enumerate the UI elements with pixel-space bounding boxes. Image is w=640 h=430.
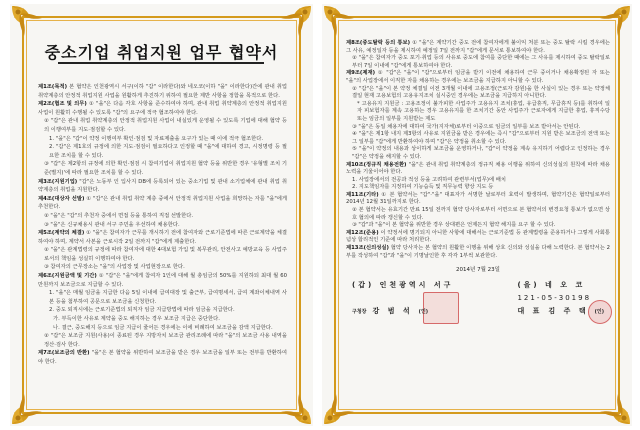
corner-ornament-icon bbox=[279, 392, 313, 426]
paragraph-text: "을"은 관내 취업 취약계층의 정규직 채용 이행을 위하여 신의성실의 원칙에 따라 채용노력을 기울이어야 한다. bbox=[346, 161, 610, 176]
article-paragraph bbox=[38, 349, 287, 366]
document-title: 중소기업 취업지원 업무 협약서 bbox=[44, 43, 279, 62]
article-heading: 제1조(목적) bbox=[38, 84, 67, 90]
clause-paragraph bbox=[38, 212, 287, 221]
paragraph-text: 2. 지도책임자를 지정하여 기능습득 및 직무능력 향상 지도 등 bbox=[352, 184, 494, 191]
clause-paragraph bbox=[38, 135, 287, 144]
clause-paragraph bbox=[38, 160, 287, 177]
paragraph-text: "을"은 본 협약을 위반하여 보조금을 받은 경우 보조금을 일부 또는 전부를 반환하여야 한다. bbox=[38, 350, 288, 365]
party-b-role: 대 표 bbox=[517, 307, 543, 316]
paragraph-text: "갑"은 노동부 인 입사지 DB에 등록되어 있는 중소기업 및 관내 소기업체에 관내 취업 취약계층의 취업을 지원한다. bbox=[38, 178, 287, 194]
title-underline bbox=[58, 62, 264, 64]
article-heading: 제11조(기타) bbox=[346, 191, 379, 198]
article-heading: 제9조(제재) bbox=[346, 70, 375, 77]
article-heading: 제5조(계약의 체결) bbox=[38, 230, 85, 237]
article-heading: 제6조(지원금액 및 기간) bbox=[38, 273, 97, 280]
clause-paragraph bbox=[38, 117, 287, 134]
agreement-page-2 bbox=[322, 4, 632, 426]
article-heading: 제13조(신의성실) bbox=[346, 245, 389, 252]
paragraph-text: 가. 부득이한 사유로 계약을 중도 해지하는 경우 보조금 지급은 중단한다. bbox=[53, 316, 220, 323]
corner-ornament-icon bbox=[322, 392, 356, 426]
paragraph-text: ② "을"은 "갑"의 추천자 중에서 면접 등을 통하여 직접 선발한다. bbox=[44, 212, 194, 219]
clause-paragraph bbox=[38, 143, 287, 160]
paragraph-text: ③ "갑"은 제2항의 규정에 의한 확인·점검 시 참여기업이 취업지원 협약 등을 위반한 경우 '유형별 조치 기준(별지)'에 따라 필요한 조치를 할 수 있다. bbox=[44, 161, 287, 176]
paragraph-text: ① "을"은 계약기간 중도 전에 참여자에게 불이익 처분 또는 중도 탈락 시킬 경우에는 그 사유, 예정일자 등을 제시하여 예정일 7일 전까지 "갑"에게 문서로 통보하여야 한다. bbox=[346, 40, 611, 54]
paragraph-text: 1. "을"은 "갑"이 약정 이행여부 확인·점검 및 자료제출을 요구가 있는 때 이에 적극 협조한다. bbox=[49, 135, 264, 142]
clause-paragraph bbox=[346, 86, 610, 101]
paragraph-text: 2. 중도 퇴직시에는 근로기준법의 퇴직자 임금 지급방법에 따라 임금을 지급한다. bbox=[49, 307, 235, 314]
clause-paragraph bbox=[38, 315, 287, 324]
corner-ornament-icon bbox=[10, 392, 44, 426]
article-paragraph bbox=[38, 195, 287, 212]
paragraph-text: ③ "을"은 신규채용시 관내 서구 주민을 우선하여 채용한다. bbox=[44, 221, 180, 228]
article-paragraph bbox=[346, 162, 610, 177]
clause-paragraph bbox=[38, 332, 287, 349]
article-heading: 제4조(대상자 선발) bbox=[38, 195, 85, 202]
party-a-signature bbox=[352, 280, 453, 317]
party-b-seal-mark: (인) bbox=[594, 309, 604, 316]
paragraph-text: ② 본 협약서는 유효기간 만료 15일 전까지 협약 당사자로부터 서면으로 본 협약서의 변경요청 통보가 없으면 상호 협의에 따라 갱신할 수 있다. bbox=[352, 207, 610, 221]
paragraph-text: 이 약정서에 명기되지 아니한 사항에 대해서는 근로기준법 등 관계법령을 준용하거나 그렇게 사회통념상 합리적인 기준에 따라 처리한다. bbox=[346, 229, 610, 244]
paragraph-text: ③ "갑"과 "을"이 본 협약을 위반한 경우 상대편은 언제든지 협약 해지를 요구 할 수 있다. bbox=[352, 222, 556, 229]
party-a-name: 강 범 석 bbox=[372, 307, 413, 316]
article-heading: 제8조(중도탈락 등의 통보) bbox=[346, 40, 411, 46]
clause-paragraph bbox=[38, 306, 287, 315]
article-paragraph bbox=[346, 230, 610, 245]
articles-body bbox=[346, 40, 610, 260]
article-paragraph bbox=[38, 229, 287, 246]
paragraph-text: 2. "갑"은 제1호의 규정에 의한 지도·점검이 필요하다고 인정할 때 "을"에 대하여 경고, 시정명령 등 필요한 조치를 할 수 있다. bbox=[49, 144, 287, 159]
signature-block bbox=[346, 280, 610, 317]
clause-paragraph bbox=[346, 207, 610, 222]
page-2-content bbox=[346, 40, 610, 317]
paragraph-text: ① "갑"은 "을"에게 참여자 1인에 대해 월 총임금의 50%를 지원하되 최대 월 60만원까지 보조금으로 지급할 수 있다. bbox=[38, 273, 287, 288]
paragraph-text: ② "을"은 참여자가 중도 포기·취업 등의 사유로 중도에 참여를 중단한 때에는 그 사유를 제시하여 중도 탈락일로부터 7일 이내에 "갑"에게 통보하여야 한다. bbox=[352, 55, 610, 69]
article-heading: 제7조(보조금의 반환) bbox=[38, 350, 90, 357]
party-b-organization: (을) 네 오 코 bbox=[517, 281, 586, 290]
articles-body bbox=[38, 83, 287, 367]
paragraph-text: 본 협약은 인천광역시 서구(이하 "갑" 이라한다)와 네오코(이하 "을" 이라한다)간에 관내 취업 취약계층의 안정적 취업지원 사업을 원활하게 추진하기 위하여 필요한 제반 사항을 정함을 목적으로 한다. bbox=[38, 84, 287, 99]
clause-paragraph bbox=[38, 221, 287, 230]
paragraph-text: ② "갑"은 "을"이 본 약정 체결일 이전 3개월 이내에 고용조정(근로자 감원)을 한 사실이 있는 경우 또는 약정체결일 현재 고용보험의 고용유지조치 실시중인 경우에는 보조금을 지급하지 아니한다. bbox=[352, 85, 610, 100]
article-paragraph bbox=[38, 272, 287, 289]
paragraph-text: ② "을"은 관계법령의 규정에 따라 참여자에 대한 4대보험 가입 및 복무관리, 안전사고 예방교육 등 사업주로서의 책임을 성실히 이행하여야 한다. bbox=[44, 247, 287, 262]
paragraph-text: 나. 결근, 중도해지 등으로 임금 지급이 줄어든 경우에는 이에 비례하여 보조금을 감액 지급한다. bbox=[53, 324, 273, 331]
corner-ornament-icon bbox=[10, 4, 44, 38]
clause-paragraph bbox=[346, 222, 610, 230]
corner-ornament-icon bbox=[598, 392, 632, 426]
paragraph-text: 1. 사업장에서의 전공과 적성 등을 고려하여 관련부서(업무)에 배치 bbox=[352, 176, 507, 183]
paragraph-text: 협약 당사자는 본 협약의 원활한 이행을 위해 상호 신의와 성실을 다해 노력한다. 본 협약서는 2부를 작성하여 "갑"과 "을"이 기명날인한 후 각각 1부씩 보관한다. bbox=[346, 245, 610, 259]
clause-paragraph bbox=[38, 289, 287, 306]
clause-paragraph bbox=[346, 131, 610, 146]
article-paragraph bbox=[346, 192, 610, 207]
article-heading: 제10조(정규직 채용전환) bbox=[346, 161, 407, 168]
article-paragraph bbox=[346, 245, 610, 260]
party-a-role: 구청장 bbox=[352, 309, 367, 316]
clause-paragraph bbox=[346, 146, 610, 161]
article-paragraph bbox=[346, 40, 610, 55]
signing-date: 2014년 7월 23일 bbox=[456, 267, 500, 274]
clause-paragraph bbox=[346, 101, 610, 124]
paragraph-text: ② "갑"은 보조금 지원(사용)이 종료된 경우 지방자치 보조금 관리조례에 따라 "을"의 보조금 사용 내역을 정산·검사 한다. bbox=[44, 333, 287, 348]
paragraph-text: ① "을"은 참여자가 근무를 개시하기 전에 참여자와 근로기준법에 따른 근로계약을 체결하여야 하며, 계약서 사본을 근로시작 2일 전까지 "갑"에게 제출한다. bbox=[38, 230, 287, 245]
paragraph-text: ④ "을"은 제1항 내지 제3항의 사유로 지원금을 받은 경우에는 즉시 "갑"으로부터 지원 받은 보조금의 전액 또는 그 일부를 "갑"에게 반환하여야 하며 "갑"은 약정을 취소할 수 있다. bbox=[352, 131, 610, 145]
clause-paragraph bbox=[346, 55, 610, 70]
party-b-name: 김 주 택 bbox=[548, 307, 589, 316]
paragraph-text: ① "을"은 다음 각호 사항을 준수하여야 하며, 관내 취업 취약계층의 안정적 취업지원 사업이 원활히 수행될 수 있도록 "갑"의 요구에 적극 협조하여야 한다. bbox=[38, 101, 287, 116]
party-b-registration-number: 121-05-30198 bbox=[517, 294, 592, 303]
article-paragraph bbox=[346, 70, 610, 85]
article-heading: 제3조(지원기업) bbox=[38, 178, 78, 185]
article-heading: 제12조(준용) bbox=[346, 229, 379, 236]
clause-paragraph bbox=[346, 184, 610, 192]
paragraph-text: * 고용유지 지원금 : 고용조정이 불가피한 사업주가 고용유지 조치(휴업, 유급휴직, 무급휴직 등)를 취하여 일자 피보험자를 계속 고용하는 경우 고용유지를 한 조치기간 동안 사업주가 근로자에게 지급한 휴업, 휴직수당 또는 임금의 일부를 지원받는 제도 bbox=[357, 100, 610, 122]
paragraph-text: ⑤ "을"이 약정의 내용과 상이하게 보조금을 운영하거나, "갑"이 약정을 계속 유지하기 어렵다고 인정하는 경우 "갑"은 약정을 해지할 수 있다. bbox=[352, 146, 610, 160]
paragraph-text: ① 본 협약서는 "갑"·"을" 대표자가 서명한 날로부터 효력이 발생하며, 협약기간은 협약일로부터 2014년 12월 31일까지로 한다. bbox=[346, 191, 610, 206]
party-a-seal-mark: (인) bbox=[418, 309, 429, 316]
paragraph-text: ① "갑"은 관내 취업 취약 계층 중에서 안정적 취업지원 사업을 희망하는 자를 "을"에게 추천한다. bbox=[38, 195, 287, 211]
paragraph-text: 1. "을"은 매월 임금을 지급한 다음 5일 이내에 급여대장 및 출근부, 급여명세서, 급여 계좌이체내역 사본 등을 첨부하여 공문으로 보조금을 신청한다. bbox=[49, 290, 287, 305]
clause-paragraph bbox=[38, 324, 287, 333]
party-b-signature bbox=[517, 280, 604, 317]
article-paragraph bbox=[38, 100, 287, 117]
agreement-page-1 bbox=[10, 4, 313, 426]
clause-paragraph bbox=[38, 246, 287, 263]
clause-paragraph bbox=[346, 124, 610, 132]
paragraph-text: ③ "을"은 동일 채용자에 대하여 국가(지자체)로부터 이중으로 임금의 일부를 보조 받아서는 안된다. bbox=[352, 123, 581, 130]
party-a-organization: (갑) 인천광역시 서구 bbox=[352, 281, 454, 290]
article-heading: 제2조(협조 및 의무) bbox=[38, 101, 87, 108]
paragraph-text: ② "갑"은 관내 취업 취약계층의 안정적 취업지원 사업이 내실있게 운영될 수 있도록 기업에 대해 협약 등의 이행여부를 지도·점검할 수 있다. bbox=[44, 118, 287, 133]
paragraph-text: ③ 참여자의 근무장소는 "을"의 사업장 및 사업현장으로 한다. bbox=[44, 264, 185, 271]
corner-ornament-icon bbox=[279, 4, 313, 38]
corner-ornament-icon bbox=[598, 4, 632, 38]
corner-ornament-icon bbox=[322, 4, 356, 38]
article-paragraph bbox=[38, 83, 287, 100]
article-paragraph bbox=[38, 178, 287, 195]
paragraph-text: ① "갑"은 "을"이 "갑"으로부터 임금을 받기 이전에 채용하여 근무 중이거나 채용확정된 자 또는 "을"의 사업장에서 이직한 자를 채용하는 경우에는 보조금을 지급하지 아니할 수 있다. bbox=[346, 70, 610, 84]
clause-paragraph bbox=[38, 263, 287, 272]
